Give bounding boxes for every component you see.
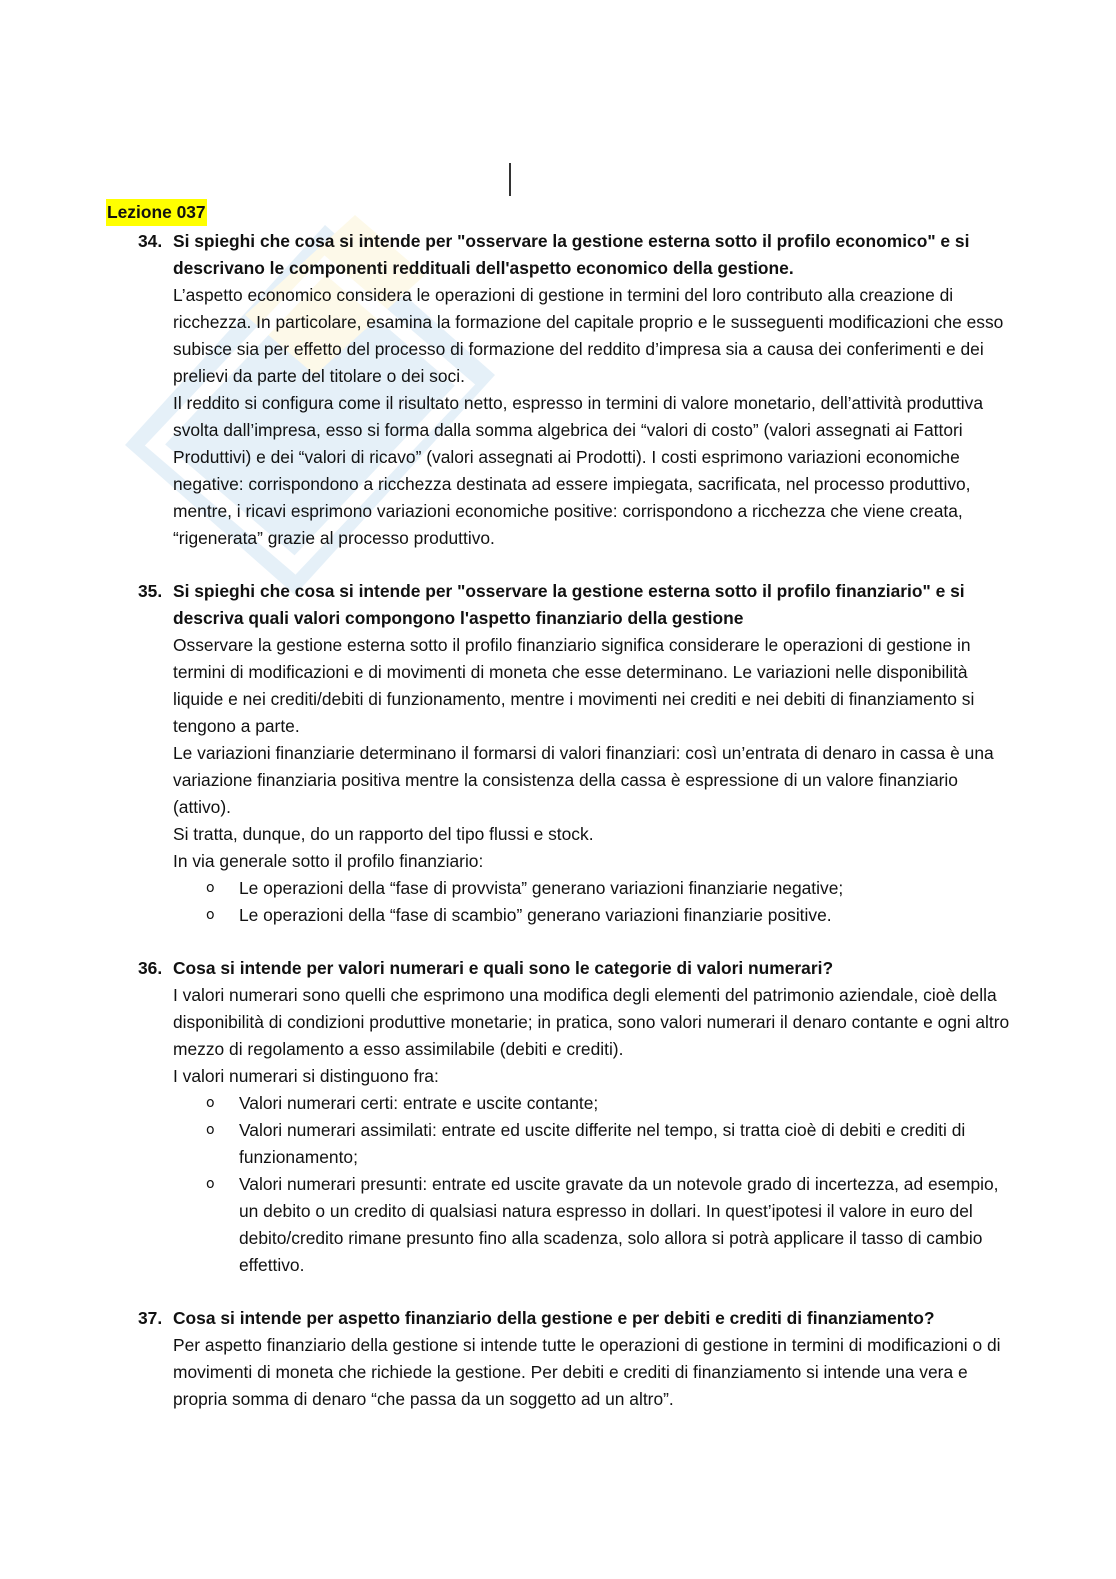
answer-paragraph: Osservare la gestione esterna sotto il profilo finanziario significa considerare le operazioni di gestione in termini di modificazioni e di movimenti di moneta che esse determinano. Le variazioni nelle disponibilità liquide e nei crediti/debiti di funzionamento, mentre i movimenti nei crediti e nei debiti di finanziamento si tengono a parte. [173,635,975,736]
answer-paragraph: In via generale sotto il profilo finanziario: [173,851,484,871]
bullet-marker: o [206,1122,215,1138]
list-item-text: Valori numerari assimilati: entrate ed uscite differite nel tempo, si tratta cioè di debiti e crediti di funzionamento; [239,1120,966,1167]
bullet-marker: o [206,1176,215,1192]
answer-paragraph: Si tratta, dunque, do un rapporto del tipo flussi e stock. [173,824,594,844]
text-cursor [509,163,511,196]
answer-paragraph: Il reddito si configura come il risultato netto, espresso in termini di valore monetario, dell’attività produttiva svolta dall’impresa, esso si forma dalla somma algebrica dei “valori di costo” (valori assegnati ai Fattori Produttivi) e dei “valori di ricavo” (valori assegnati ai Prodotti). I costi esprimono variazioni economiche negative: corrispondono a ricchezza destinata ad essere impiegata, sacrificata, nel processo produttivo, mentre, i ricavi esprimono variazioni economiche positive: corrispondono a ricchezza che viene creata, “rigenerata” grazie al processo produttivo. [173,393,984,548]
question-34 [138,228,1016,552]
question-title: Cosa si intende per valori numerari e quali sono le categorie di valori numerari? [173,958,834,978]
answer-paragraph: Le variazioni finanziarie determinano il formarsi di valori finanziari: così un’entrata di denaro in cassa è una variazione finanziaria positiva mentre la consistenza della cassa è espressione di un valore finanziario (attivo). [173,743,994,817]
list-item [173,875,1016,902]
lesson-title: Lezione 037 [106,199,207,226]
list-item [173,1171,1016,1279]
question-35 [138,578,1016,929]
bullet-list [173,1090,1016,1279]
question-title: Cosa si intende per aspetto finanziario della gestione e per debiti e crediti di finanziamento? [173,1308,935,1328]
question-number: 34. [138,231,163,251]
list-item [173,902,1016,929]
bullet-marker: o [206,1095,215,1111]
list-item-text: Valori numerari presunti: entrate ed uscite gravate da un notevole grado di incertezza, ad esempio, un debito o un credito di qualsiasi natura espresso in dollari. In quest’ipotesi il valore in euro del debito/credito rimane presunto fino alla scadenza, solo allora si potrà applicare il tasso di cambio effettivo. [239,1174,999,1275]
list-item [173,1117,1016,1171]
question-37 [138,1305,1016,1413]
question-title: Si spieghi che cosa si intende per "osservare la gestione esterna sotto il profilo economico" e si descrivano le componenti reddituali dell'aspetto economico della gestione. [173,231,970,278]
list-item-text: Le operazioni della “fase di scambio” generano variazioni finanziarie positive. [239,905,832,925]
question-title: Si spieghi che cosa si intende per "osservare la gestione esterna sotto il profilo finanziario" e si descriva quali valori compongono l'aspetto finanziario della gestione [173,581,965,628]
answer-paragraph: L’aspetto economico considera le operazioni di gestione in termini del loro contributo alla creazione di ricchezza. In particolare, esamina la formazione del capitale proprio e le susseguenti modificazioni che esso subisce sia per effetto del processo di formazione del reddito d’impresa sia a causa dei conferimenti e dei prelievi da parte del titolare o dei soci. [173,285,1004,386]
question-36 [138,955,1016,1279]
bullet-list [173,875,1016,929]
answer-paragraph: I valori numerari sono quelli che esprimono una modifica degli elementi del patrimonio aziendale, cioè della disponibilità di condizioni produttive monetarie; in pratica, sono valori numerari il denaro contante e ogni altro mezzo di regolamento a esso assimilabile (debiti e crediti). [173,985,1010,1059]
bullet-marker: o [206,880,215,896]
list-item-text: Le operazioni della “fase di provvista” generano variazioni finanziarie negative; [239,878,844,898]
question-number: 36. [138,958,163,978]
list-item-text: Valori numerari certi: entrate e uscite contante; [239,1093,599,1113]
question-number: 35. [138,581,163,601]
question-number: 37. [138,1308,163,1328]
answer-paragraph: Per aspetto finanziario della gestione si intende tutte le operazioni di gestione in termini di modificazioni o di movimenti di moneta che richiede la gestione. Per debiti e crediti di finanziamento si intende una vera e propria somma di denaro “che passa da un soggetto ad un altro”. [173,1335,1001,1409]
bullet-marker: o [206,907,215,923]
answer-paragraph: I valori numerari si distinguono fra: [173,1066,439,1086]
list-item [173,1090,1016,1117]
document-page [106,199,1016,1413]
